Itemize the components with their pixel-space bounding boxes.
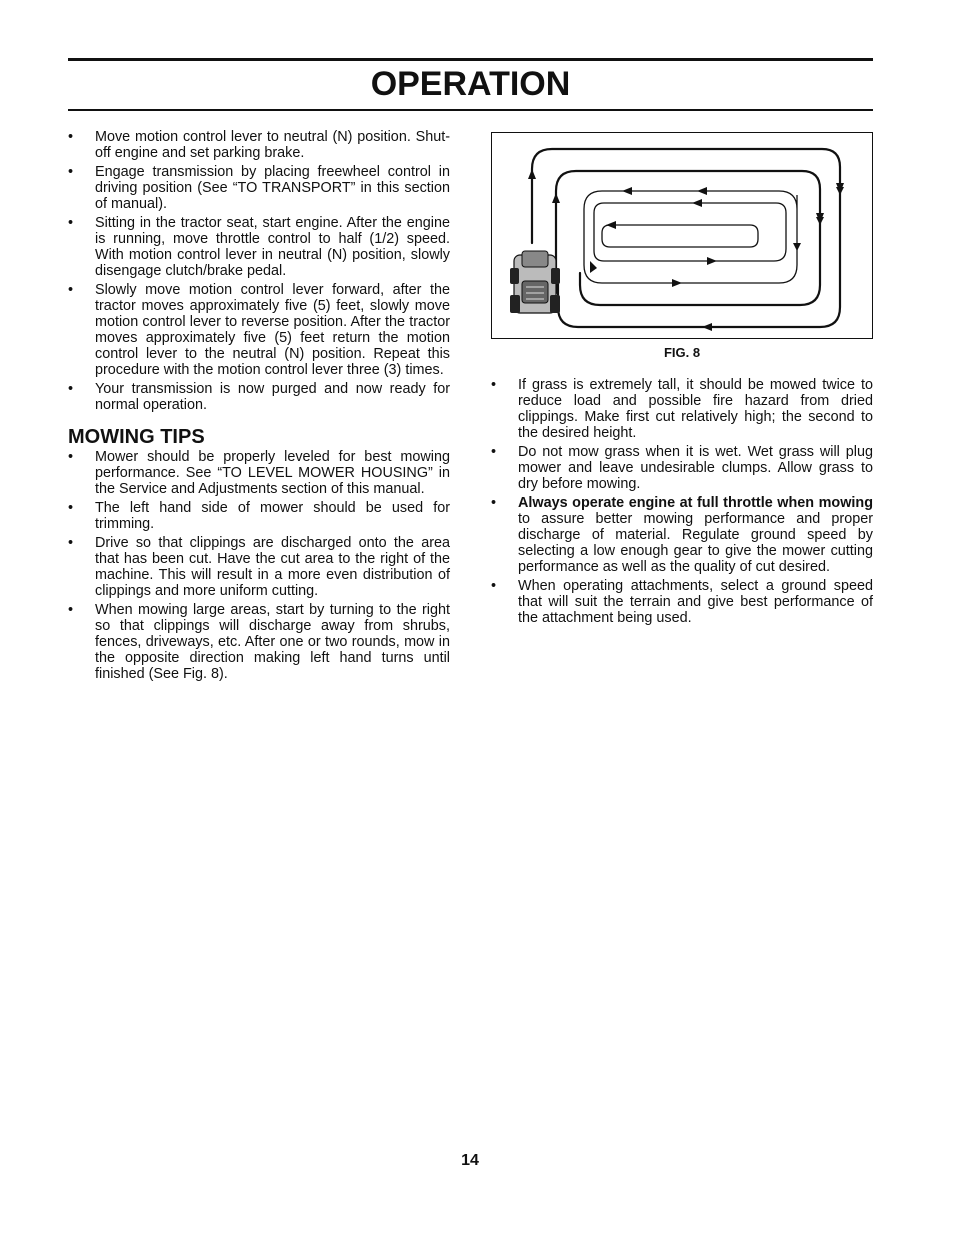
- list-item: • When mowing large areas, start by turning to the right so that clippings will discharge away from shrubs, fences, driveways, etc. After one or two rounds, mow in the opposite direction making left hand turns until finished (See Fig. 8).: [68, 602, 450, 682]
- mowing-tips-heading: MOWING TIPS: [68, 426, 205, 448]
- list-item: • The left hand side of mower should be used for trimming.: [68, 500, 450, 532]
- list-item: • Mower should be properly leveled for best mowing performance. See “TO LEVEL MOWER HOUSING” in the Service and Adjustments section of this manual.: [68, 449, 450, 497]
- list-item: • When operating attachments, select a ground speed that will suit the terrain and give best performance of the attachment being used.: [491, 578, 873, 626]
- arrow-icon: [697, 187, 707, 195]
- figure-caption: FIG. 8: [663, 345, 701, 360]
- list-item: • Move motion control lever to neutral (N) position. Shut-off engine and set parking brake.: [68, 129, 450, 161]
- arrow-icon: [590, 261, 597, 273]
- list-item: • If grass is extremely tall, it should be mowed twice to reduce load and possible fire hazard from dried clippings. Make first cut relatively high; the second to the desired height.: [491, 377, 873, 441]
- riding-mower-icon: [510, 251, 560, 313]
- left-column: [68, 129, 450, 685]
- purge-steps-list: [68, 129, 450, 413]
- page-number: 14: [461, 1152, 479, 1169]
- arrow-icon: [836, 183, 844, 193]
- page-title: OPERATION: [370, 65, 571, 103]
- right-tips-list: [491, 377, 873, 626]
- center-loop-path: [602, 225, 758, 247]
- mowing-tips-list: [68, 449, 450, 682]
- header-bottom-rule: [68, 109, 873, 111]
- list-item: • Sitting in the tractor seat, start engine. After the engine is running, move throttle control to half (1/2) speed. With motion control lever in neutral (N) position, slowly disengage clutch/brake pedal.: [68, 215, 450, 279]
- arrow-icon: [528, 169, 536, 179]
- fourth-loop-path: [594, 203, 786, 261]
- arrow-icon: [672, 279, 682, 287]
- direction-arrows: [528, 169, 844, 331]
- bold-tip-rest: to assure better mowing performance and proper discharge of material. Regulate ground speed by selecting a low enough gear to give the mower cutting performance as well as the quality of cut desired.: [518, 511, 873, 575]
- arrow-icon: [606, 221, 616, 229]
- arrow-icon: [793, 243, 801, 251]
- mowing-pattern-figure: [491, 132, 873, 339]
- arrow-icon: [692, 199, 702, 207]
- arrow-icon: [707, 257, 717, 265]
- bold-tip-text: Always operate engine at full throttle when mowing: [518, 495, 873, 511]
- right-column: [491, 377, 873, 629]
- mowing-pattern-diagram: [492, 133, 872, 338]
- list-item: • Slowly move motion control lever forward, after the tractor moves approximately five (5) feet, slowly move motion control lever to reverse position. After the tractor moves approximately five (5) feet return the motion control lever to the neutral (N) position. Repeat this procedure with the motion control lever three (3) times.: [68, 282, 450, 378]
- list-item: • Drive so that clippings are discharged onto the area that has been cut. Have the cut area to the right of the machine. This will result in a more even distribution of clippings and more uniform cutting.: [68, 535, 450, 599]
- header-top-rule: [68, 58, 873, 61]
- second-loop-path: [556, 171, 820, 293]
- list-item: • Engage transmission by placing freewheel control in driving position (See “TO TRANSPORT” in this section of manual).: [68, 164, 450, 212]
- second-loop-return: [580, 223, 820, 305]
- list-item-bold-tip: [491, 495, 873, 575]
- list-item: • Your transmission is now purged and now ready for normal operation.: [68, 381, 450, 413]
- arrow-icon: [552, 193, 560, 203]
- third-loop-path: [584, 191, 797, 283]
- list-item: • Do not mow grass when it is wet. Wet grass will plug mower and leave undesirable clumps. Allow grass to dry before mowing.: [491, 444, 873, 492]
- arrow-icon: [702, 323, 712, 331]
- arrow-icon: [816, 213, 824, 223]
- arrow-icon: [622, 187, 632, 195]
